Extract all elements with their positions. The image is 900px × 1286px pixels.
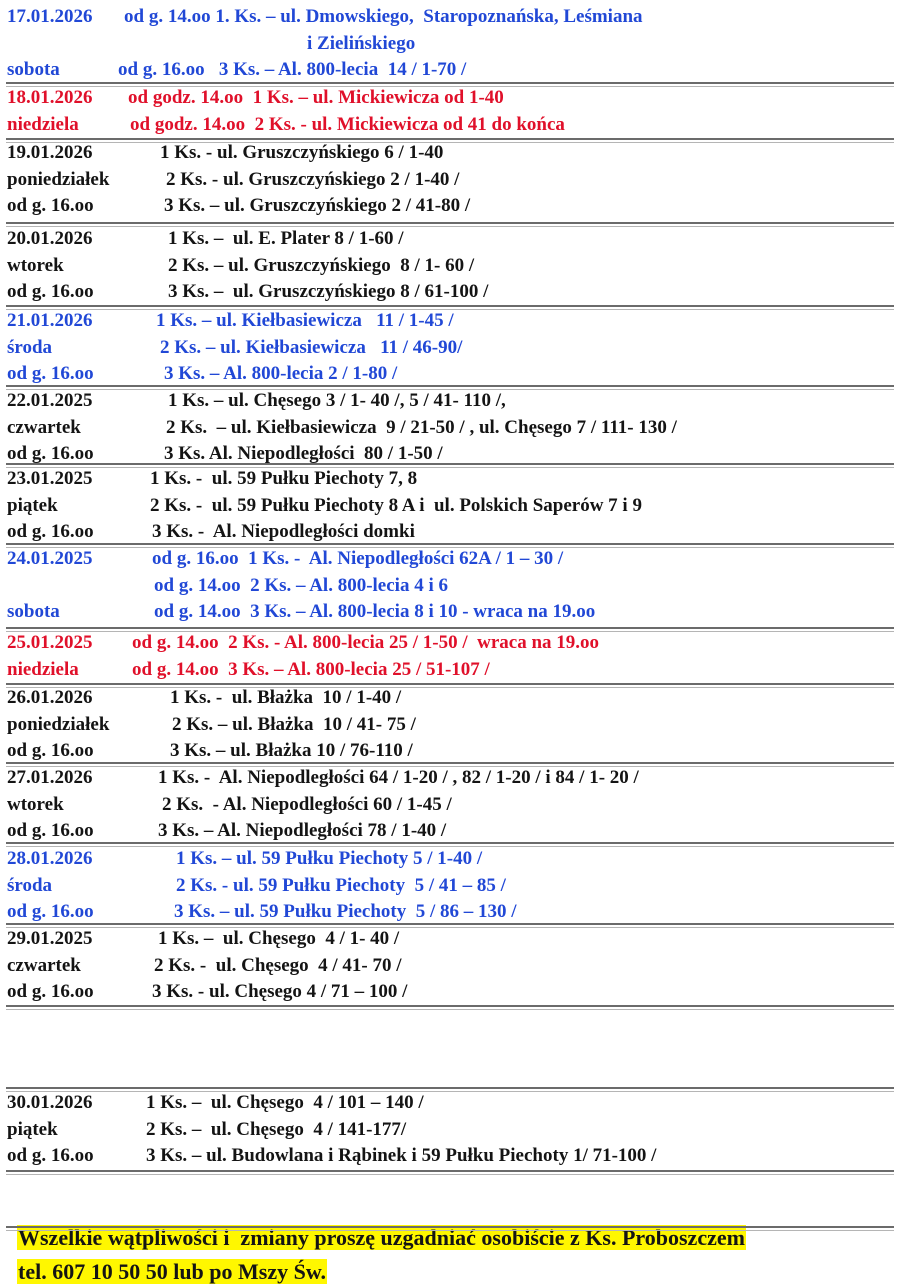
entry-detail-text: 2 Ks. - Al. Niepodległości 60 / 1-45 / <box>162 794 452 815</box>
entry-detail-text: od g. 16.oo 1 Ks. - Al. Niepodległości 62A / 1 – 30 / <box>152 548 564 569</box>
entry-detail-text: od g. 14.oo 3 Ks. – Al. 800-lecia 8 i 10 - wraca na 19.oo <box>154 601 596 622</box>
entry-date-label: 23.01.2025 <box>7 468 93 489</box>
entry-date-label: 26.01.2026 <box>7 687 93 708</box>
entry-date-label: piątek <box>7 495 58 516</box>
entry-date-label: wtorek <box>7 794 64 815</box>
entry-detail-text: 2 Ks. - ul. Gruszczyńskiego 2 / 1-40 / <box>166 169 460 190</box>
entry-date-label: piątek <box>7 1119 58 1140</box>
entry-detail-text: 3 Ks. - ul. Chęsego 4 / 71 – 100 / <box>152 981 408 1002</box>
footer-note-line-2: tel. 607 10 50 50 lub po Mszy Św. <box>18 1259 327 1284</box>
entry-date-label: od g. 16.oo <box>7 281 94 302</box>
entry-date-label: od g. 16.oo <box>7 443 94 464</box>
section-divider <box>6 1005 894 1007</box>
entry-detail-text: 1 Ks. - ul. 59 Pułku Piechoty 7, 8 <box>150 468 418 489</box>
entry-detail-text: od g. 14.oo 3 Ks. – Al. 800-lecia 25 / 51-107 / <box>132 659 490 680</box>
entry-detail-text: 2 Ks. – ul. Błażka 10 / 41- 75 / <box>172 714 416 735</box>
entry-detail-text: 1 Ks. – ul. 59 Pułku Piechoty 5 / 1-40 / <box>176 848 483 869</box>
section-divider <box>6 683 894 685</box>
entry-date-label: czwartek <box>7 417 81 438</box>
entry-date-label: 25.01.2025 <box>7 632 93 653</box>
entry-detail-text: 3 Ks. Al. Niepodległości 80 / 1-50 / <box>164 443 443 464</box>
entry-date-label: od g. 16.oo <box>7 740 94 761</box>
entry-detail-text: od g. 14.oo 1. Ks. – ul. Dmowskiego, Staropoznańska, Leśmiana <box>124 6 643 27</box>
entry-detail-text: od godz. 14.oo 2 Ks. - ul. Mickiewicza od 41 do końca <box>130 114 565 135</box>
section-divider <box>6 463 894 465</box>
entry-detail-text: 3 Ks. – Al. 800-lecia 2 / 1-80 / <box>164 363 398 384</box>
entry-detail-text: 2 Ks. – ul. Kiełbasiewicza 9 / 21-50 / , ul. Chęsego 7 / 111- 130 / <box>166 417 677 438</box>
section-divider <box>6 923 894 925</box>
footer-note <box>6 1230 327 1286</box>
entry-date-label: środa <box>7 337 53 358</box>
entry-detail-text: 2 Ks. – ul. Kiełbasiewicza 11 / 46-90/ <box>160 337 463 358</box>
entry-detail-text: 3 Ks. – ul. Gruszczyńskiego 8 / 61-100 / <box>168 281 489 302</box>
entry-detail-text: i Zielińskiego <box>307 33 416 54</box>
entry-detail-text: 1 Ks. - Al. Niepodległości 64 / 1-20 / , 82 / 1-20 / i 84 / 1- 20 / <box>158 767 639 788</box>
section-divider <box>6 627 894 629</box>
entry-detail-text: 1 Ks. – ul. Chęsego 4 / 1- 40 / <box>158 928 400 949</box>
entry-detail-text: 3 Ks. – ul. Gruszczyńskiego 2 / 41-80 / <box>164 195 471 216</box>
entry-detail-text: 1 Ks. - ul. Gruszczyńskiego 6 / 1-40 <box>160 142 444 163</box>
entry-date-label: 24.01.2025 <box>7 548 93 569</box>
entry-date-label: 29.01.2025 <box>7 928 93 949</box>
entry-date-label: 30.01.2026 <box>7 1092 93 1113</box>
entry-detail-text: od g. 14.oo 2 Ks. – Al. 800-lecia 4 i 6 <box>154 575 448 596</box>
section-divider <box>6 82 894 84</box>
entry-date-label: 22.01.2025 <box>7 390 93 411</box>
section-divider <box>6 543 894 545</box>
entry-date-label: od g. 16.oo <box>7 521 94 542</box>
entry-detail-text: 1 Ks. - ul. Błażka 10 / 1-40 / <box>170 687 402 708</box>
entry-detail-text: 1 Ks. – ul. Chęsego 4 / 101 – 140 / <box>146 1092 424 1113</box>
entry-date-label: wtorek <box>7 255 64 276</box>
entry-detail-text: 3 Ks. – Al. Niepodległości 78 / 1-40 / <box>158 820 447 841</box>
footer-divider <box>6 1226 894 1228</box>
entry-detail-text: 2 Ks. - ul. 59 Pułku Piechoty 8 A i ul. Polskich Saperów 7 i 9 <box>150 495 642 516</box>
entry-date-label: 27.01.2026 <box>7 767 93 788</box>
entry-detail-text: od g. 14.oo 2 Ks. - Al. 800-lecia 25 / 1-50 / wraca na 19.oo <box>132 632 600 653</box>
section-divider <box>6 842 894 844</box>
section-divider <box>6 762 894 764</box>
entry-date-label: niedziela <box>7 659 79 680</box>
entry-detail-text: 2 Ks. - ul. Chęsego 4 / 41- 70 / <box>154 955 402 976</box>
footer-note-line-1: Wszelkie wątpliwości i zmiany proszę uzgadniać osobiście z Ks. Proboszczem <box>18 1225 745 1250</box>
section-divider <box>6 385 894 387</box>
entry-detail-text: 1 Ks. – ul. Kiełbasiewicza 11 / 1-45 / <box>156 310 454 331</box>
section-divider <box>6 305 894 307</box>
section-divider <box>6 1087 894 1089</box>
section-divider <box>6 1170 894 1172</box>
entry-date-label: od g. 16.oo <box>7 1145 94 1166</box>
entry-date-label: od g. 16.oo <box>7 195 94 216</box>
entry-date-label: od g. 16.oo <box>7 363 94 384</box>
entry-detail-text: 2 Ks. - ul. 59 Pułku Piechoty 5 / 41 – 85 / <box>176 875 506 896</box>
entry-detail-text: 1 Ks. – ul. E. Plater 8 / 1-60 / <box>168 228 404 249</box>
entry-date-label: od g. 16.oo <box>7 981 94 1002</box>
entry-date-label: od g. 16.oo <box>7 820 94 841</box>
entry-date-label: 17.01.2026 <box>7 6 93 27</box>
entry-detail-text: 3 Ks. - Al. Niepodległości domki <box>152 521 415 542</box>
entry-date-label: poniedziałek <box>7 714 110 735</box>
entry-detail-text: 2 Ks. – ul. Gruszczyńskiego 8 / 1- 60 / <box>168 255 475 276</box>
entry-detail-text: 1 Ks. – ul. Chęsego 3 / 1- 40 /, 5 / 41- 110 /, <box>168 390 506 411</box>
entry-date-label: 19.01.2026 <box>7 142 93 163</box>
entry-detail-text: od g. 16.oo 3 Ks. – Al. 800-lecia 14 / 1-70 / <box>118 59 467 80</box>
entry-date-label: czwartek <box>7 955 81 976</box>
entry-date-label: niedziela <box>7 114 79 135</box>
entry-detail-text: 3 Ks. – ul. Błażka 10 / 76-110 / <box>170 740 413 761</box>
entry-detail-text: 2 Ks. – ul. Chęsego 4 / 141-177/ <box>146 1119 407 1140</box>
entry-date-label: poniedziałek <box>7 169 110 190</box>
section-divider <box>6 222 894 224</box>
entry-date-label: sobota <box>7 601 60 622</box>
entry-date-label: 21.01.2026 <box>7 310 93 331</box>
entry-date-label: 20.01.2026 <box>7 228 93 249</box>
entry-detail-text: 3 Ks. – ul. 59 Pułku Piechoty 5 / 86 – 130 / <box>174 901 517 922</box>
entry-date-label: środa <box>7 875 53 896</box>
entry-date-label: od g. 16.oo <box>7 901 94 922</box>
entry-date-label: 28.01.2026 <box>7 848 93 869</box>
entry-detail-text: 3 Ks. – ul. Budowlana i Rąbinek i 59 Pułku Piechoty 1/ 71-100 / <box>146 1145 657 1166</box>
entry-detail-text: od godz. 14.oo 1 Ks. – ul. Mickiewicza od 1-40 <box>128 87 504 108</box>
entry-date-label: sobota <box>7 59 60 80</box>
section-divider <box>6 138 894 140</box>
entry-date-label: 18.01.2026 <box>7 87 93 108</box>
